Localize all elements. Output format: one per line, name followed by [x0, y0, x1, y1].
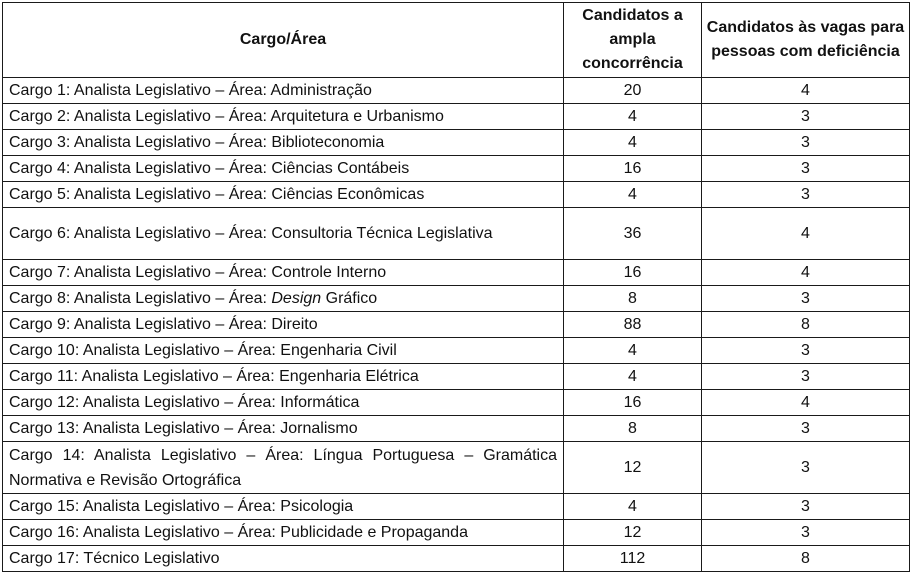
pcd-cell: 8: [702, 312, 910, 338]
ampla-cell: 8: [564, 416, 702, 442]
pcd-cell: 3: [702, 416, 910, 442]
pcd-cell: 3: [702, 286, 910, 312]
table-row: [3, 364, 910, 390]
table-row: [3, 416, 910, 442]
pcd-cell: 3: [702, 520, 910, 546]
table-row: [3, 494, 910, 520]
table-row: [3, 312, 910, 338]
cargo-cell: Cargo 16: Analista Legislativo – Área: Publicidade e Propaganda: [3, 520, 564, 546]
pcd-cell: 4: [702, 390, 910, 416]
cargo-cell: Cargo 2: Analista Legislativo – Área: Arquitetura e Urbanismo: [3, 104, 564, 130]
cargo-cell: Cargo 17: Técnico Legislativo: [3, 546, 564, 572]
table-row: [3, 260, 910, 286]
pcd-cell: 3: [702, 156, 910, 182]
ampla-cell: 112: [564, 546, 702, 572]
pcd-cell: 8: [702, 546, 910, 572]
table-row: [3, 520, 910, 546]
header-ampla-concorrencia: Candidatos a ampla concorrência: [564, 3, 702, 78]
table-row: [3, 182, 910, 208]
table-row: [3, 208, 910, 260]
ampla-cell: 8: [564, 286, 702, 312]
cargo-cell: Cargo 4: Analista Legislativo – Área: Ciências Contábeis: [3, 156, 564, 182]
ampla-cell: 4: [564, 364, 702, 390]
cargo-cell: Cargo 15: Analista Legislativo – Área: Psicologia: [3, 494, 564, 520]
ampla-cell: 36: [564, 208, 702, 260]
cargo-cell: Cargo 7: Analista Legislativo – Área: Controle Interno: [3, 260, 564, 286]
ampla-cell: 16: [564, 390, 702, 416]
table-row: [3, 78, 910, 104]
cargo-cell: Cargo 6: Analista Legislativo – Área: Consultoria Técnica Legislativa: [3, 208, 564, 260]
pcd-cell: 3: [702, 364, 910, 390]
pcd-cell: 4: [702, 78, 910, 104]
pcd-cell: 3: [702, 104, 910, 130]
vagas-table: [2, 2, 910, 572]
cargo-cell: Cargo 1: Analista Legislativo – Área: Administração: [3, 78, 564, 104]
cargo-cell: Cargo 11: Analista Legislativo – Área: Engenharia Elétrica: [3, 364, 564, 390]
pcd-cell: 4: [702, 208, 910, 260]
ampla-cell: 20: [564, 78, 702, 104]
ampla-cell: 12: [564, 520, 702, 546]
cargo-prefix: Cargo 8: Analista Legislativo – Área:: [9, 290, 272, 307]
table-row: [3, 390, 910, 416]
table-row: [3, 442, 910, 494]
cargo-cell: Cargo 12: Analista Legislativo – Área: Informática: [3, 390, 564, 416]
ampla-cell: 12: [564, 442, 702, 494]
header-cargo-area: Cargo/Área: [3, 3, 564, 78]
table-row: [3, 156, 910, 182]
table-row: [3, 338, 910, 364]
ampla-cell: 4: [564, 494, 702, 520]
table-row: [3, 286, 910, 312]
table-row: [3, 546, 910, 572]
pcd-cell: 4: [702, 260, 910, 286]
ampla-cell: 4: [564, 130, 702, 156]
pcd-cell: 3: [702, 494, 910, 520]
ampla-cell: 16: [564, 260, 702, 286]
cargo-cell: Cargo 10: Analista Legislativo – Área: Engenharia Civil: [3, 338, 564, 364]
ampla-cell: 4: [564, 104, 702, 130]
ampla-cell: 4: [564, 338, 702, 364]
pcd-cell: 3: [702, 338, 910, 364]
ampla-cell: 4: [564, 182, 702, 208]
cargo-italic-term: Design: [271, 290, 322, 307]
cargo-suffix: Gráfico: [321, 290, 378, 307]
ampla-cell: 88: [564, 312, 702, 338]
cargo-cell: Cargo 3: Analista Legislativo – Área: Biblioteconomia: [3, 130, 564, 156]
pcd-cell: 3: [702, 442, 910, 494]
pcd-cell: 3: [702, 182, 910, 208]
cargo-cell: Cargo 13: Analista Legislativo – Área: Jornalismo: [3, 416, 564, 442]
pcd-cell: 3: [702, 130, 910, 156]
header-row: [3, 3, 910, 78]
table-row: [3, 104, 910, 130]
cargo-cell: Cargo 5: Analista Legislativo – Área: Ciências Econômicas: [3, 182, 564, 208]
cargo-cell: Cargo 9: Analista Legislativo – Área: Direito: [3, 312, 564, 338]
cargo-cell: [3, 286, 564, 312]
ampla-cell: 16: [564, 156, 702, 182]
cargo-cell: Cargo 14: Analista Legislativo – Área: Língua Portuguesa – Gramática Normativa e Revisão Ortográfica: [3, 442, 564, 494]
header-pcd: Candidatos às vagas para pessoas com deficiência: [702, 3, 910, 78]
table-row: [3, 130, 910, 156]
